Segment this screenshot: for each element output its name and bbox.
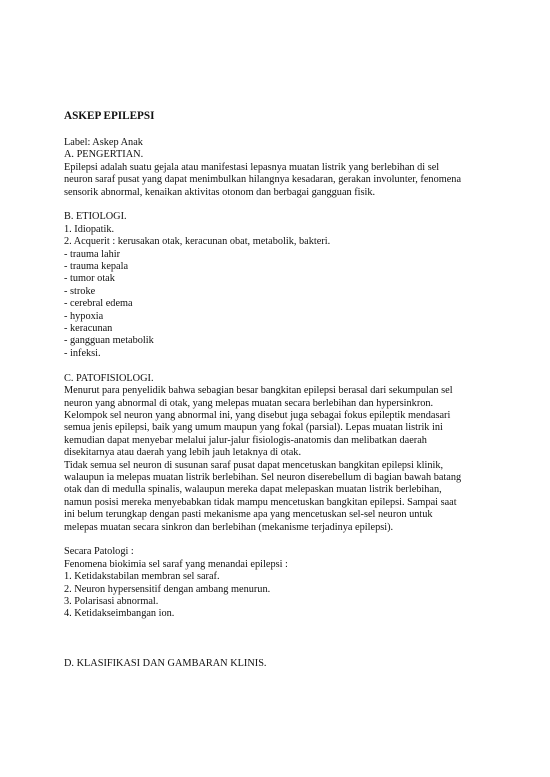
patofisiologi-line: semua jenis epilepsi, baik yang umum maupun yang fokal (parsial). Lepas muatan listrik ini <box>64 422 443 434</box>
patologi-item: 1. Ketidakstabilan membran sel saraf. <box>64 571 220 583</box>
document-title: ASKEP EPILEPSI <box>64 110 155 122</box>
patologi-item: 4. Ketidakseimbangan ion. <box>64 608 175 620</box>
label-line: Label: Askep Anak <box>64 137 143 148</box>
pengertian-line: Epilepsi adalah suatu gejala atau manifestasi lepasnya muatan listrik yang berlebihan di sel <box>64 161 440 173</box>
paragraph-gap <box>64 534 494 546</box>
patologi-heading: Secara Patologi : <box>64 546 134 558</box>
patofisiologi-line: walaupun ia melepas muatan listrik berlebihan. Sel neuron diserebellum di bagian bawah batang <box>64 471 462 483</box>
patofisiologi-heading: C. PATOFISIOLOGI. <box>64 372 154 384</box>
etiologi-item: - tumor otak <box>64 273 115 285</box>
patofisiologi-line: otak dan di medulla spinalis, walaupun mereka dapat melepaskan muatan listrik berlebihan, <box>64 484 442 496</box>
patofisiologi-line: Tidak semua sel neuron di susunan saraf pusat dapat mencetuskan bangkitan epilepsi klinik, <box>64 459 444 471</box>
patofisiologi-line: Menurut para penyelidik bahwa sebagian besar bangkitan epilepsi berasal dari sekumpulan sel <box>64 385 453 397</box>
etiologi-item: - infeksi. <box>64 347 101 359</box>
patofisiologi-line: ini belum terungkap dengan pasti mekanisme apa yang mencetuskan sel-sel neuron untuk <box>64 509 433 521</box>
patofisiologi-line: neuron yang abnormal di otak, yang melepas muatan secara berlebihan dan hypersinkron. <box>64 397 434 409</box>
patofisiologi-line: Kelompok sel neuron yang abnormal ini, yang disebut juga sebagai fokus epileptik mendasari <box>64 409 451 421</box>
etiologi-item: - cerebral edema <box>64 298 133 310</box>
etiologi-heading: B. ETIOLOGI. <box>64 211 127 223</box>
etiologi-item: - trauma kepala <box>64 261 129 273</box>
patologi-item: 2. Neuron hypersensitif dengan ambang menurun. <box>64 583 271 595</box>
etiologi-item: - keracunan <box>64 323 113 335</box>
etiologi-item: - trauma lahir <box>64 248 121 260</box>
etiologi-item: 1. Idiopatik. <box>64 223 115 235</box>
paragraph-gap <box>64 199 494 211</box>
etiologi-item: - stroke <box>64 285 96 297</box>
paragraph-gap <box>64 360 494 372</box>
patologi-item: 3. Polarisasi abnormal. <box>64 595 159 607</box>
document-page <box>64 110 494 670</box>
patofisiologi-line: melepas muatan secara sinkron dan berlebihan (mekanisme terjadinya epilepsi). <box>64 521 394 533</box>
pengertian-line: sensorik abnormal, kenaikan aktivitas otonom dan berbagai gangguan fisik. <box>64 186 376 198</box>
patofisiologi-line: disekitarnya atau daerah yang lebih jauh letaknya di otak. <box>64 447 302 459</box>
pengertian-line: neuron saraf pusat yang dapat menimbulkan hilangnya kesadaran, gerakan involunter, fenomena <box>64 174 462 186</box>
patofisiologi-line: kemudian dapat menyebar melalui jalur-jalur fisiologis-anatomis dan melibatkan daerah <box>64 434 427 446</box>
etiologi-item: - hypoxia <box>64 310 104 322</box>
etiologi-item: 2. Acquerit : kerusakan otak, keracunan obat, metabolik, bakteri. <box>64 236 331 248</box>
etiologi-item: - gangguan metabolik <box>64 335 154 347</box>
patofisiologi-line: namun posisi mereka menyebabkan tidak mampu mencetuskan bangkitan epilepsi. Sampai saat <box>64 496 457 508</box>
pengertian-heading: A. PENGERTIAN. <box>64 149 144 161</box>
patologi-line: Fenomena biokimia sel saraf yang menandai epilepsi : <box>64 558 288 570</box>
paragraph-gap <box>64 621 494 658</box>
klasifikasi-heading: D. KLASIFIKASI DAN GAMBARAN KLINIS. <box>64 657 267 669</box>
